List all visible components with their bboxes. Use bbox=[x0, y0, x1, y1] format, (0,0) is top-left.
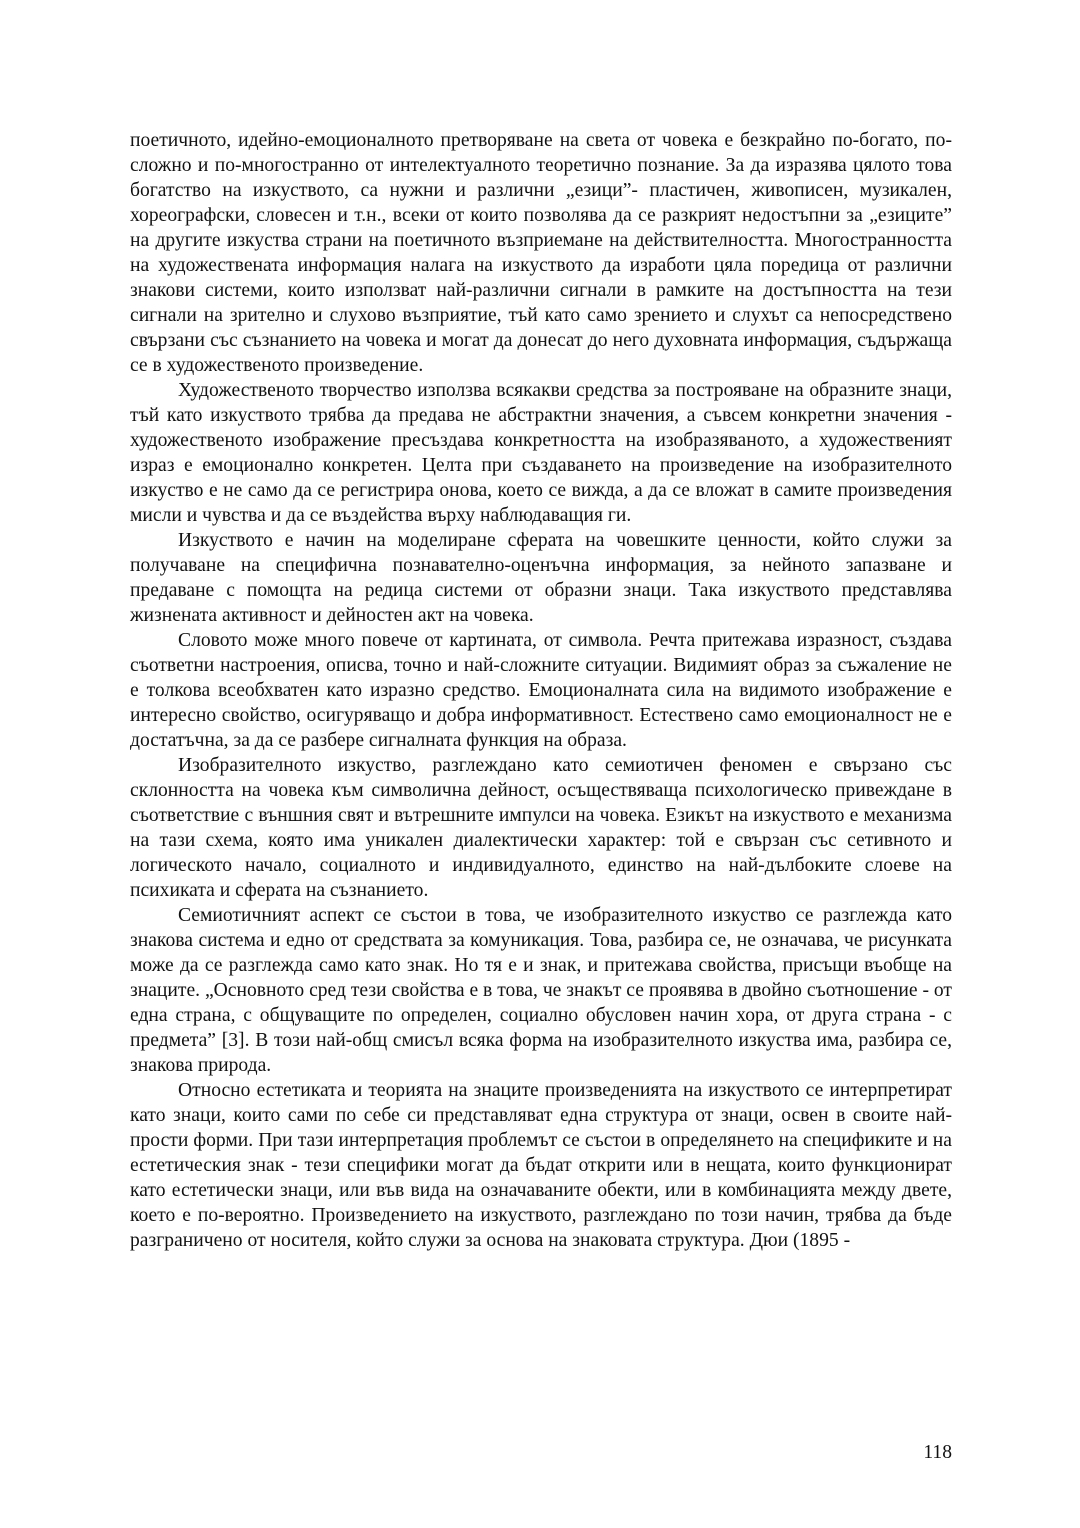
paragraph-3: Изкуството е начин на моделиране сферата на човешките ценности, който служи за получаване на специфична познавателно-оценъчна информация, за нейното запазване и предаване с помощта на редица системи от образни знаци. Така изкуството представлява жизнената активност и дейностен акт на човека. bbox=[130, 530, 952, 626]
page-number: 118 bbox=[923, 1442, 952, 1463]
body-text bbox=[130, 128, 952, 1253]
paragraph-7: Относно естетиката и теорията на знаците произведенията на изкуството се интерпретират като знаци, които сами по себе си представляват една структура от знаци, освен в своите най-прости форми. При тази интерпретация проблемът се състои в определянето на спецификите и на естетическия знак - тези специфики могат да бъдат открити или в нещата, които функционират като естетически знаци, или във вида на означаваните обекти, или в комбинацията между двете, което е по-вероятно. Произведението на изкуството, разглеждано по този начин, трябва да бъде разграничено от носителя, който служи за основа на знаковата структура. Дюи (1895 - bbox=[130, 1080, 952, 1251]
paragraph-6: Семиотичният аспект се състои в това, че изобразителното изкуство се разглежда като знакова система и едно от средствата за комуникация. Това, разбира се, не означава, че рисунката може да се разглежда само като знак. Но тя е и знак, и притежава свойства, присъщи въобще на знаците. „Основното сред тези свойства е в това, че знакът се проявява в двойно съотношение - от една страна, с общуващите по определен, социално обусловен начин хора, от друга страна - с предмета” [3]. В този най-общ смисъл всяка форма на изобразителното изкуства има, разбира се, знакова природа. bbox=[130, 905, 952, 1076]
paragraph-1: поетичното, идейно-емоционалното претворяване на света от човека е безкрайно по-богато, по-сложно и по-многостранно от интелектуалното теоретично познание. За да изразява цялото това богатство на изкуството, са нужни и различни „езици”- пластичен, живописен, музикален, хореографски, словесен и т.н., всеки от които позволява да се разкрият недостъпни за „езиците” на другите изкуства страни на поетичното възприемане на действителността. Многостранността на художествената информация налага на изкуството да изработи цяла поредица от различни знакови системи, които използват най-различни сигнали в рамките на достъпността на тези сигнали на зрително и слухово възприятие, тъй като само зрението и слухът са непосредствено свързани със съзнанието на човека и могат да донесат до него духовната информация, съдържаща се в художественото произведение. bbox=[130, 130, 952, 376]
paragraph-2: Художественото творчество използва всякакви средства за построяване на образните знаци, тъй като изкуството трябва да предава не абстрактни значения, а съвсем конкретни значения - художественото изображение пресъздава конкретността на изобразяваното, а художественият израз е емоционално конкретен. Целта при създаването на произведение на изобразителното изкуство е не само да се регистрира онова, което се вижда, а да се вложат в самите произведения мисли и чувства и да се въздейства върху наблюдаващия ги. bbox=[130, 380, 952, 526]
paragraph-5: Изобразителното изкуство, разглеждано като семиотичен феномен е свързано със склонността на човека към символична дейност, осъществяваща психологическо привеждане в съответствие с външния свят и вътрешните импулси на човека. Езикът на изкуството е механизма на тази схема, която има уникален диалектически характер: той е свързан със сетивното и логическото начало, социалното и индивидуалното, единство на най-дълбоките слоеве на психиката и сферата на съзнанието. bbox=[130, 755, 952, 901]
paragraph-4: Словото може много повече от картината, от символа. Речта притежава изразност, създава съответни настроения, описва, точно и най-сложните ситуации. Видимият образ за съжаление не е толкова всеобхватен като изразно средство. Емоционалната сила на видимото изображение е интересно свойство, осигуряващо и добра информативност. Естествено само емоционалност не е достатъчна, за да се разбере сигналната функция на образа. bbox=[130, 630, 952, 751]
